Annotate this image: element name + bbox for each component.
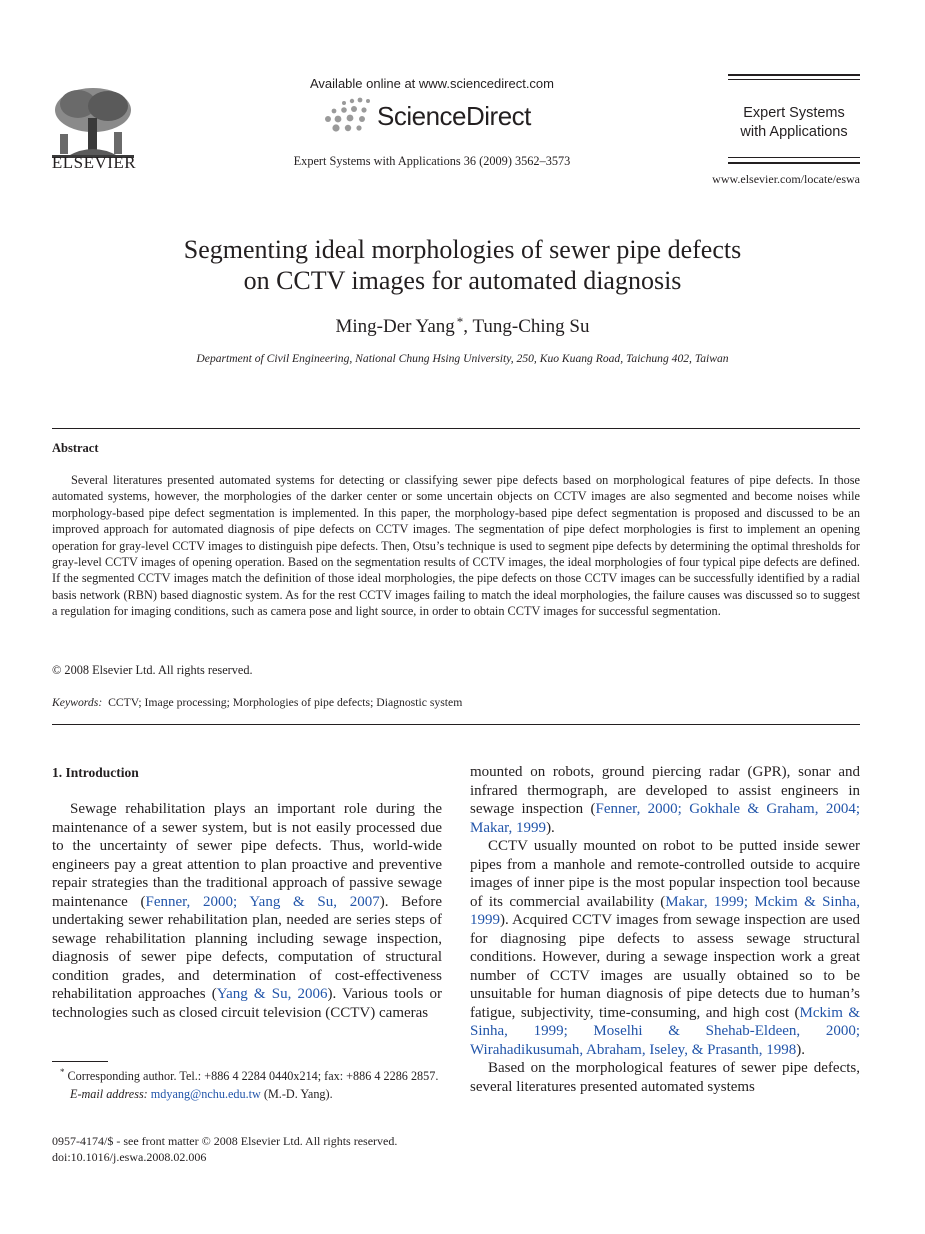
corresponding-author-mark[interactable]: *	[456, 314, 464, 329]
email-suffix: (M.-D. Yang).	[263, 1087, 333, 1101]
text-run: CCTV usually mounted on robot to be putted inside sewer pipes from a manhole and remote-controlled outside to acquire images of inner pipe is the most popular inspection tool because of its commercial availability (	[470, 838, 860, 910]
article-title-line2: on CCTV images for automated diagnosis	[243, 266, 682, 295]
footnote-rule	[52, 1061, 108, 1062]
available-online-link[interactable]: Available online at www.sciencedirect.com	[310, 76, 554, 91]
author-separator: ,	[463, 316, 473, 337]
abstract-rule-top	[52, 428, 860, 429]
text-run: ). Acquired CCTV images from sewage inspection are used for diagnosing pipe defects to assess sewage structural conditions. However, during a sewage inspection work a great number of CCTV images are usually obtained so to be unsuitable for human diagnosis of pipe detects due to human’s fatigue, subjectivity, time-consuming, and high cost (	[470, 912, 860, 1021]
text-run: Sewage rehabilitation plays an important role during the maintenance of a sewer system, but is not easily processed due to the uncertainty of sewer pipe defects. Thus, world-wide engineers pay a great attention to plan proactive and preventive repair strategies than the traditional approach of passive sewage maintenance (	[52, 801, 442, 910]
keywords-line	[52, 696, 462, 709]
journal-url[interactable]: www.elsevier.com/locate/eswa	[712, 172, 860, 186]
author-list	[60, 316, 865, 338]
citation-link[interactable]: Yang & Su, 2006	[216, 986, 328, 1002]
citation-link[interactable]: Mckim & Sinha, 1999; Moselhi & Shehab-Eldeen, 2000; Wirahadikusumah, Abraham, Iseley, & Prasanth, 1998	[470, 1004, 860, 1058]
body-paragraph	[470, 837, 860, 1059]
body-paragraph: Based on the morphological features of sewer pipe defects, several literatures presented automated systems	[470, 1060, 860, 1095]
text-run: mounted on robots, ground piercing radar (GPR), sonar and infrared thermograph, are developed to assist engineers in sewage inspection (	[470, 764, 860, 817]
body-paragraph	[470, 763, 860, 837]
left-column-text	[52, 800, 442, 1022]
author-name[interactable]: Ming-Der Yang	[335, 316, 455, 337]
sciencedirect-logo[interactable]	[322, 97, 562, 139]
doi-line[interactable]: doi:10.1016/j.eswa.2008.02.006	[52, 1150, 207, 1164]
article-title-line1: Segmenting ideal morphologies of sewer pipe defects	[183, 235, 742, 264]
journal-box-rule-top-thin	[728, 79, 860, 80]
text-run: ).	[546, 819, 555, 836]
abstract-copyright: © 2008 Elsevier Ltd. All rights reserved.	[52, 663, 253, 677]
journal-box-rule-top	[728, 74, 860, 76]
footnote-mark: *	[60, 1067, 65, 1077]
keywords-label: Keywords:	[52, 696, 103, 709]
footnote	[52, 1069, 442, 1102]
text-run: ). Various tools or technologies such as closed circuit television (CCTV) cameras	[52, 986, 442, 1021]
journal-box-rule-bottom-thin	[728, 157, 860, 158]
abstract-heading: Abstract	[52, 441, 99, 455]
citation-link[interactable]: Fenner, 2000; Gokhale & Graham, 2004; Makar, 1999	[470, 801, 860, 836]
abstract-rule-bottom	[52, 724, 860, 725]
journal-title-line2: with Applications	[740, 124, 848, 140]
journal-title-line1: Expert Systems	[743, 105, 845, 121]
text-run: ). Before undertaking sewer rehabilitation plan, needed are series steps of sewage rehabilitation planning including sewage inspection, diagnosis of sewer pipe defects, computation of structural condition grades, and determination of cost-effectiveness rehabilitation approaches (	[52, 893, 442, 1002]
footnote-corresponding	[52, 1069, 442, 1085]
front-matter	[52, 1133, 472, 1165]
publisher-wordmark: ELSEVIER	[51, 153, 137, 172]
email-link[interactable]: mdyang@nchu.edu.tw	[150, 1087, 261, 1101]
citation-link[interactable]: Makar, 1999; Mckim & Sinha, 1999	[470, 893, 860, 928]
sciencedirect-dots-icon	[322, 97, 378, 137]
text-run: ).	[796, 1041, 806, 1058]
email-label: E-mail address:	[70, 1087, 148, 1101]
right-column-text	[470, 763, 860, 1096]
issn-line: 0957-4174/$ - see front matter © 2008 Elsevier Ltd. All rights reserved.	[52, 1134, 398, 1148]
body-paragraph	[52, 800, 442, 1022]
section-heading: 1. Introduction	[52, 765, 139, 780]
article-title	[60, 234, 865, 296]
journal-title	[728, 104, 860, 142]
journal-citation: Expert Systems with Applications 36 (2009) 3562–3573	[293, 154, 571, 168]
sciencedirect-wordmark: ScienceDirect	[377, 101, 531, 131]
keywords-list: CCTV; Image processing; Morphologies of pipe defects; Diagnostic system	[108, 696, 463, 709]
journal-box-rule-bottom	[728, 162, 860, 164]
footnote-email	[52, 1087, 442, 1102]
author-affiliation: Department of Civil Engineering, National Chung Hsing University, 250, Kuo Kuang Road, Taichung 402, Taiwan	[196, 352, 729, 365]
abstract-text	[52, 472, 860, 620]
citation-link[interactable]: Fenner, 2000; Yang & Su, 2007	[145, 893, 380, 910]
abstract-paragraph: Several literatures presented automated systems for detecting or classifying sewer pipe defects based on morphological features of pipe defects. In those automated systems, however, the morphologies of the darker center or some uncertain objects on CCTV images are also segmented and become noises while morphology-based pipe defect segmentation is implemented. In this paper, the morphology-based pipe defect segmentation is proposed and discussed to be an improved approach for automated diagnosis of pipe defects on CCTV images. The segmentation of pipe defect morphologies is first to implement an opening operation for gray-level CCTV images to distinguish pipe defects. Then, Otsu’s technique is used to segment pipe defects by determining the optimal thresholds for gray-level CCTV images of opening operation. Based on the segmentation results of CCTV images, the ideal morphologies of four typical pipe defects are defined. If the segmented CCTV images match the definition of those ideal morphologies, the pipe defects on those CCTV images can be successfully identified by a radial basis network (RBN) based diagnostic system. As for the rest CCTV images failing to match the ideal morphologies, the failure causes was discussed so to suggest a regulation for imaging conditions, such as camera pose and light source, in order to obtain CCTV images for successful segmentation.	[52, 473, 860, 619]
author-name[interactable]: Tung-Ching Su	[472, 316, 590, 337]
footnote-text: Corresponding author. Tel.: +886 4 2284 0440x214; fax: +886 4 2286 2857.	[67, 1069, 439, 1083]
